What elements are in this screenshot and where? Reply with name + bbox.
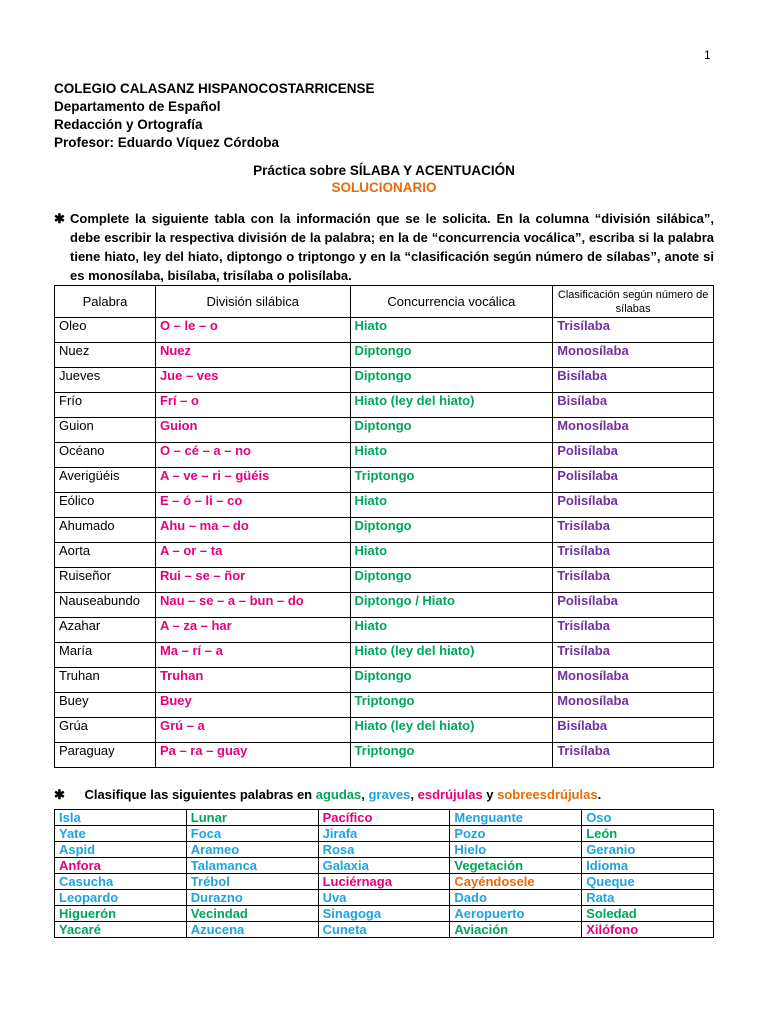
syllable-table xyxy=(54,285,714,768)
cell-palabra: Nuez xyxy=(55,343,156,368)
cell-clasificacion: Bisílaba xyxy=(553,393,714,418)
cell-clasificacion: Monosílaba xyxy=(553,668,714,693)
cell-palabra: Eólico xyxy=(55,493,156,518)
header-clasificacion: Clasificación según número de sílabas xyxy=(553,286,714,318)
table-row xyxy=(55,343,714,368)
cell-division: Frí – o xyxy=(155,393,350,418)
cell-division: Nau – se – a – bun – do xyxy=(155,593,350,618)
cell-palabra: Nauseabundo xyxy=(55,593,156,618)
table-row xyxy=(55,543,714,568)
word-cell: Durazno xyxy=(186,890,318,906)
cell-palabra: Océano xyxy=(55,443,156,468)
table-row xyxy=(55,922,714,938)
cell-concurrencia: Diptongo / Hiato xyxy=(350,593,553,618)
cell-concurrencia: Hiato xyxy=(350,443,553,468)
cell-division: Buey xyxy=(155,693,350,718)
cell-palabra: Paraguay xyxy=(55,743,156,768)
legend-agudas: agudas xyxy=(315,787,362,802)
cell-clasificacion: Polisílaba xyxy=(553,593,714,618)
word-cell: Vegetación xyxy=(450,858,582,874)
word-cell: Pacífico xyxy=(318,810,450,826)
word-cell: Cuneta xyxy=(318,922,450,938)
table-row xyxy=(55,393,714,418)
word-cell: León xyxy=(582,826,714,842)
word-cell: Pozo xyxy=(450,826,582,842)
cell-division: Pa – ra – guay xyxy=(155,743,350,768)
header-division: División silábica xyxy=(155,286,350,318)
word-cell: Hielo xyxy=(450,842,582,858)
table-row xyxy=(55,842,714,858)
course-name: Redacción y Ortografía xyxy=(54,117,203,132)
cell-concurrencia: Diptongo xyxy=(350,518,553,543)
page-number: 1 xyxy=(704,48,711,62)
cell-concurrencia: Triptongo xyxy=(350,693,553,718)
word-cell: Leopardo xyxy=(55,890,187,906)
cell-concurrencia: Diptongo xyxy=(350,343,553,368)
word-cell: Casucha xyxy=(55,874,187,890)
cell-concurrencia: Diptongo xyxy=(350,418,553,443)
cell-division: O – cé – a – no xyxy=(155,443,350,468)
accent-table-body xyxy=(55,810,714,938)
word-cell: Sinagoga xyxy=(318,906,450,922)
table-row xyxy=(55,906,714,922)
page-subtitle: SOLUCIONARIO xyxy=(331,180,437,195)
cell-division: A – ve – ri – güéis xyxy=(155,468,350,493)
cell-clasificacion: Trisílaba xyxy=(553,743,714,768)
word-cell: Xilófono xyxy=(582,922,714,938)
school-name: COLEGIO CALASANZ HISPANOCOSTARRICENSE xyxy=(54,81,375,96)
cell-palabra: Ahumado xyxy=(55,518,156,543)
legend-sobreesdrujulas: sobreesdrújulas xyxy=(497,787,598,802)
word-cell: Vecindad xyxy=(186,906,318,922)
word-cell: Aeropuerto xyxy=(450,906,582,922)
cell-concurrencia: Diptongo xyxy=(350,568,553,593)
table-row xyxy=(55,518,714,543)
table-row xyxy=(55,890,714,906)
table-row xyxy=(55,858,714,874)
cell-palabra: Aorta xyxy=(55,543,156,568)
syllable-table-header-row xyxy=(55,286,714,318)
cell-clasificacion: Polisílaba xyxy=(553,443,714,468)
cell-palabra: Ruiseñor xyxy=(55,568,156,593)
cell-clasificacion: Monosílaba xyxy=(553,343,714,368)
instruction-2-text: Clasifique las siguientes palabras en agudas, graves, esdrújulas y sobreesdrújulas. xyxy=(84,787,602,802)
cell-clasificacion: Trisílaba xyxy=(553,543,714,568)
cell-clasificacion: Trisílaba xyxy=(553,643,714,668)
cell-division: Rui – se – ñor xyxy=(155,568,350,593)
word-cell: Galaxia xyxy=(318,858,450,874)
table-row xyxy=(55,368,714,393)
legend-esdrujulas: esdrújulas xyxy=(417,787,483,802)
word-cell: Rosa xyxy=(318,842,450,858)
word-cell: Isla xyxy=(55,810,187,826)
word-cell: Rata xyxy=(582,890,714,906)
cell-concurrencia: Hiato xyxy=(350,493,553,518)
word-cell: Uva xyxy=(318,890,450,906)
cell-clasificacion: Monosílaba xyxy=(553,693,714,718)
header-concurrencia: Concurrencia vocálica xyxy=(350,286,553,318)
cell-concurrencia: Triptongo xyxy=(350,468,553,493)
cell-division: Guion xyxy=(155,418,350,443)
asterisk-bullet-icon: ✱ xyxy=(54,211,65,226)
cell-clasificacion: Polisílaba xyxy=(553,493,714,518)
word-cell: Yacaré xyxy=(55,922,187,938)
cell-palabra: Grúa xyxy=(55,718,156,743)
cell-division: Ma – rí – a xyxy=(155,643,350,668)
word-cell: Idioma xyxy=(582,858,714,874)
cell-division: Ahu – ma – do xyxy=(155,518,350,543)
word-cell: Menguante xyxy=(450,810,582,826)
table-row xyxy=(55,810,714,826)
cell-division: Nuez xyxy=(155,343,350,368)
cell-palabra: Averigüéis xyxy=(55,468,156,493)
cell-palabra: Oleo xyxy=(55,318,156,343)
cell-palabra: Truhan xyxy=(55,668,156,693)
word-cell: Yate xyxy=(55,826,187,842)
cell-clasificacion: Trisílaba xyxy=(553,318,714,343)
word-cell: Oso xyxy=(582,810,714,826)
word-cell: Jirafa xyxy=(318,826,450,842)
cell-concurrencia: Hiato xyxy=(350,543,553,568)
instruction-1 xyxy=(54,209,714,285)
word-cell: Azucena xyxy=(186,922,318,938)
word-cell: Anfora xyxy=(55,858,187,874)
instruction-2 xyxy=(54,786,714,804)
table-row xyxy=(55,693,714,718)
cell-palabra: Jueves xyxy=(55,368,156,393)
page-title: Práctica sobre SÍLABA Y ACENTUACIÓN xyxy=(253,163,515,178)
cell-clasificacion: Trisílaba xyxy=(553,568,714,593)
table-row xyxy=(55,468,714,493)
table-row xyxy=(55,418,714,443)
cell-concurrencia: Hiato (ley del hiato) xyxy=(350,718,553,743)
cell-division: A – za – har xyxy=(155,618,350,643)
table-row xyxy=(55,668,714,693)
cell-concurrencia: Diptongo xyxy=(350,368,553,393)
cell-clasificacion: Trisílaba xyxy=(553,518,714,543)
cell-palabra: Guion xyxy=(55,418,156,443)
word-cell: Arameo xyxy=(186,842,318,858)
word-cell: Queque xyxy=(582,874,714,890)
table-row xyxy=(55,493,714,518)
header-palabra: Palabra xyxy=(55,286,156,318)
word-cell: Luciérnaga xyxy=(318,874,450,890)
word-cell: Talamanca xyxy=(186,858,318,874)
legend-graves: graves xyxy=(368,787,411,802)
cell-division: O – le – o xyxy=(155,318,350,343)
asterisk-bullet-icon: ✱ xyxy=(54,787,65,802)
cell-division: E – ó – li – co xyxy=(155,493,350,518)
word-cell: Dado xyxy=(450,890,582,906)
table-row xyxy=(55,874,714,890)
cell-division: Truhan xyxy=(155,668,350,693)
cell-concurrencia: Hiato xyxy=(350,618,553,643)
cell-clasificacion: Bisílaba xyxy=(553,368,714,393)
syllable-table-body xyxy=(55,318,714,768)
cell-palabra: Azahar xyxy=(55,618,156,643)
cell-concurrencia: Diptongo xyxy=(350,668,553,693)
table-row xyxy=(55,318,714,343)
cell-clasificacion: Bisílaba xyxy=(553,718,714,743)
cell-clasificacion: Trisílaba xyxy=(553,618,714,643)
cell-concurrencia: Triptongo xyxy=(350,743,553,768)
teacher-name: Profesor: Eduardo Víquez Córdoba xyxy=(54,135,280,150)
table-row xyxy=(55,593,714,618)
word-cell: Higuerón xyxy=(55,906,187,922)
table-row xyxy=(55,826,714,842)
cell-clasificacion: Monosílaba xyxy=(553,418,714,443)
cell-palabra: Frío xyxy=(55,393,156,418)
word-cell: Cayéndosele xyxy=(450,874,582,890)
word-cell: Lunar xyxy=(186,810,318,826)
cell-concurrencia: Hiato xyxy=(350,318,553,343)
table-row xyxy=(55,443,714,468)
instruction-1-text: Complete la siguiente tabla con la información que se le solicita. En la columna “división silábica”, debe escribir la respectiva división de la palabra; en la de “concurrencia vocálica”, escriba si la palabra tiene hiato, ley del hiato, diptongo o triptongo y en la “clasificación según número de sílabas”, anote si es monosílaba, bisílaba, trisílaba o polisílaba. xyxy=(70,211,714,283)
table-row xyxy=(55,718,714,743)
cell-palabra: Buey xyxy=(55,693,156,718)
accent-table xyxy=(54,809,714,938)
cell-concurrencia: Hiato (ley del hiato) xyxy=(350,643,553,668)
table-row xyxy=(55,618,714,643)
cell-concurrencia: Hiato (ley del hiato) xyxy=(350,393,553,418)
word-cell: Soledad xyxy=(582,906,714,922)
word-cell: Aviación xyxy=(450,922,582,938)
cell-division: A – or – ta xyxy=(155,543,350,568)
department-name: Departamento de Español xyxy=(54,99,221,114)
document-header xyxy=(54,80,375,152)
cell-palabra: María xyxy=(55,643,156,668)
word-cell: Geranio xyxy=(582,842,714,858)
cell-division: Jue – ves xyxy=(155,368,350,393)
cell-division: Grú – a xyxy=(155,718,350,743)
word-cell: Aspid xyxy=(55,842,187,858)
word-cell: Foca xyxy=(186,826,318,842)
word-cell: Trébol xyxy=(186,874,318,890)
table-row xyxy=(55,743,714,768)
table-row xyxy=(55,643,714,668)
table-row xyxy=(55,568,714,593)
cell-clasificacion: Polisílaba xyxy=(553,468,714,493)
